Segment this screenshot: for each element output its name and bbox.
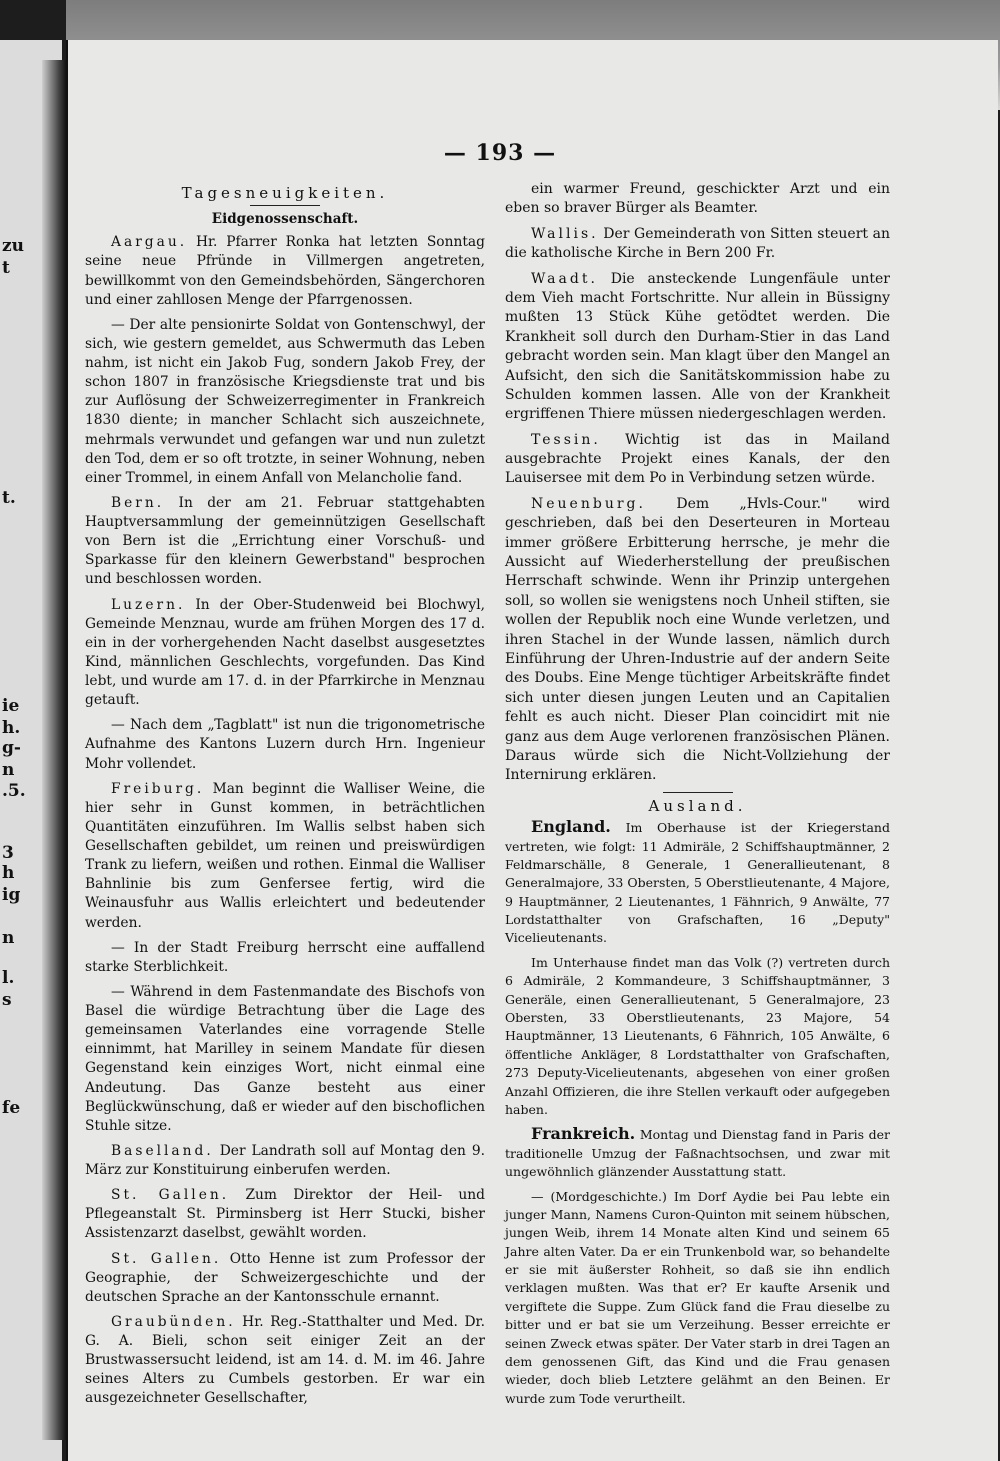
left-column <box>85 180 485 1415</box>
article-text: ein warmer Freund, geschickter Arzt und ein eben so braver Bürger als Beamter. <box>505 181 890 217</box>
edge-char: t <box>2 258 10 278</box>
article-text: Der Landrath soll auf Montag den 9. März zur Konstituirung einberufen werden. <box>85 1142 485 1178</box>
edge-char: t. <box>2 488 16 508</box>
article-paragraph <box>85 1250 485 1307</box>
article-paragraph <box>505 180 890 219</box>
article-text: Montag und Dienstag fand in Paris der traditionelle Umzug der Faßnachtsochsen, und zwar mit ungewöhnlich glänzender Ausstattung statt. <box>505 1127 890 1180</box>
article-text: Hr. Pfarrer Ronka hat letzten Sonntag seine neue Pfründe in Villmergen angetreten, bewillkommt von den Gemeindsbehörden, Sängerchoren und einer zahllosen Menge der Pfarrgenossen. <box>85 234 485 308</box>
article-paragraph <box>85 494 485 590</box>
left-article-list <box>85 233 485 1408</box>
article-place: Bern. <box>111 494 165 511</box>
article-paragraph <box>505 431 890 489</box>
article-text: — Der alte pensionirte Soldat von Gontenschwyl, der sich, wie gestern gemeldet, aus Schwermuth das Leben nahm, ist nicht ein Jakob Fug, sondern Jakob Frey, der schon 1807 in französische Kriegsdienste trat und bis zur Auflösung der Schweizerregimenter in Frankreich 1830 diente; in mancher Schlacht sich auszeichnete, mehrmals verwundet und gefangen war und nun zuletzt den Tod, dem er so oft trotzte, in seiner Wohnung, neben einer Trommel, in einem Anfall von Melancholie fand. <box>85 316 485 486</box>
article-place: Wallis. <box>531 225 599 242</box>
edge-char: n <box>2 928 15 948</box>
article-place: Baselland. <box>111 1142 214 1159</box>
edge-char: h. <box>2 718 21 738</box>
article-text: Dem „Hvls-Cour." wird geschrieben, daß bei den Deserteuren in Morteau immer größere Erbitterung herrsche, je mehr die Aussicht auf Wiederherstellung der preußischen Herrschaft schwinde. Wenn ihr Prinzip untergehen soll, so wollen sie wenigstens noch Unheil stiften, sie wollen der Republik noch eine Wunde verletzen, und ihren Stachel in der Wunde lassen, nämlich durch Einführung der Uhren-Industrie auf der andern Seite des Doubs. Eine Menge tüchtiger Arbeitskräfte findet sich unter diesen jungen Leuten und an Capitalien fehlt es auch nicht. Dieser Plan coincidirt mit nie ganz aus dem Auge verlorenen französischen Plänen. Daraus würde sich die Nicht-Vollziehung der Internirung erklären. <box>505 495 891 784</box>
article-place: Aargau. <box>111 234 188 251</box>
article-place: Tessin. <box>531 431 601 448</box>
article-paragraph <box>505 1125 890 1181</box>
right-column <box>505 180 890 1414</box>
article-paragraph <box>505 270 890 425</box>
article-place: Neuenburg. <box>531 495 646 512</box>
divider <box>663 792 733 793</box>
article-text: — Während in dem Fastenmandate des Bischofs von Basel die würdige Betrachtung über die Lage des gemeinsamen Vaterlandes eine vorragende Stelle einnimmt, hat Marilley in seinem Mandate für diesen Gegenstand kein einziges Wort, nicht einmal eine Andeutung. Das Ganze besteht aus einer Beglückwünschung, daß er wieder auf den bischoflichen Stuhle sitze. <box>85 983 485 1134</box>
article-place: St. Gallen. <box>111 1250 222 1267</box>
edge-char: fe <box>2 1098 21 1118</box>
article-paragraph <box>505 495 890 786</box>
article-text: Otto Henne ist zum Professor der Geographie, der Schweizergeschichte und der deutschen Sprache an der Kantonsschule ernannt. <box>85 1250 486 1305</box>
edge-char: .5. <box>2 781 26 801</box>
right-article-list <box>505 180 890 786</box>
article-place: Frankreich. <box>531 1124 636 1144</box>
article-paragraph <box>85 716 485 773</box>
article-paragraph <box>85 596 485 711</box>
foreign-title: Ausland. <box>648 796 747 815</box>
article-paragraph <box>85 939 485 977</box>
article-paragraph <box>85 1313 485 1409</box>
edge-char: s <box>2 990 12 1010</box>
article-paragraph <box>85 233 485 310</box>
page-number: — 193 — <box>443 140 557 166</box>
article-paragraph <box>85 1142 485 1180</box>
article-place: Luzern. <box>111 596 186 613</box>
divider <box>250 205 320 206</box>
article-place: St. Gallen. <box>111 1187 230 1204</box>
article-paragraph <box>505 954 890 1120</box>
article-text: Im Oberhause ist der Kriegerstand vertreten, wie folgt: 11 Admiräle, 2 Schiffshauptmänner, 2 Feldmarschälle, 8 Generale, 1 Generallieutenant, 8 Generalmajore, 33 Obersten, 5 Oberstlieutenante, 4 Majore, 9 Hauptmänner, 2 Lieutenantes, 1 Fähnrich, 9 Anwälte, 77 Lordstatthalter von Grafschaften, 16 „Deputy" Vicelieutenants. <box>505 820 890 946</box>
article-paragraph <box>505 818 890 948</box>
article-place: England. <box>531 817 611 837</box>
article-text: Die ansteckende Lungenfäule unter dem Vieh macht Fortschritte. Nur allein in Büssigny mußten 13 Stück Kühe getödtet werden. Die Krankheit soll durch den Durham-Stier in das Land gebracht worden sein. Man klagt über den Mangel an Aufsicht, den sich die Sanitätskommission habe zu Schulden kommen lassen. Alle von der Krankheit ergriffenen Thiere müssen niedergeschlagen werden. <box>505 270 890 423</box>
article-text: Zum Direktor der Heil- und Pflegeanstalt St. Pirminsberg ist Herr Stucki, bisher Assistenzarzt daselbst, gewählt worden. <box>85 1187 486 1242</box>
article-text: In der am 21. Februar stattgehabten Hauptversammlung der gemeinnützigen Gesellschaft von Bern ist die „Errichtung einer Vorschuß- und Sparkasse für den kleinern Gewerbstand" besprochen und beschlossen worden. <box>85 494 485 588</box>
article-text: Im Unterhause findet man das Volk (?) vertreten durch 6 Admiräle, 2 Kommandeure, 3 Schiffshauptmänner, 3 Generäle, einen Generallieutenant, 5 Generalmajore, 23 Obersten, 33 Oberstlieutenants, 23 Majore, 54 Hauptmänner, 13 Lieutenants, 6 Fähnrich, 105 Anwälte, 6 öffentliche Ankläger, 8 Lordstatthalter von Grafschaften, 273 Deputy-Vicelieutenants, abgesehen von einer großen Anzahl Offizieren, die ihre Stellen verkauft oder aufgegeben haben. <box>505 954 890 1117</box>
edge-char: n <box>2 760 15 780</box>
edge-char: 3 <box>2 843 14 863</box>
foreign-article-list <box>505 818 890 1408</box>
article-text: Hr. Reg.-Statthalter und Med. Dr. G. A. Bieli, schon seit einiger Zeit an der Brustwassersucht leidend, ist am 14. d. M. im 46. Jahre seines Alters zu Cumbels gestorben. Er war ein ausgezeichneter Gesellschafter, <box>85 1313 486 1407</box>
book-gutter <box>42 60 66 1440</box>
article-text: Wichtig ist das in Mailand ausgebrachte Projekt eines Kanals, der den Lauisersee mit dem Po in Verbindung setzen würde. <box>505 431 890 487</box>
article-paragraph <box>85 1186 485 1243</box>
article-text: — Nach dem „Tagblatt" ist nun die trigonometrische Aufnahme des Kantons Luzern durch Hrn. Ingenieur Mohr vollendet. <box>85 717 485 772</box>
article-paragraph <box>85 983 485 1136</box>
article-text: — In der Stadt Freiburg herrscht eine auffallend starke Sterblichkeit. <box>85 939 485 975</box>
edge-char: h <box>2 863 15 883</box>
edge-char: g- <box>2 738 21 758</box>
article-place: Graubünden. <box>111 1313 236 1330</box>
section-subtitle: Eidgenossenschaft. <box>211 211 359 228</box>
edge-char: zu <box>2 236 25 256</box>
article-paragraph <box>505 1188 890 1409</box>
article-place: Freiburg. <box>111 780 205 797</box>
article-text: — (Mordgeschichte.) Im Dorf Aydie bei Pau lebte ein junger Mann, Namens Curon-Quinton mit seinem hübschen, jungen Weib, ihrem 14 Monate alten Kind und seinem 65 Jahre alten Vater. Da er ein Trunkenbold war, so behandelte er sie mit äußerster Rohheit, so daß sie ihn endlich verklagen mußten. Was that er? Er kaufte Arsenik und vergiftete die Suppe. Zum Glück fand die Frau dieselbe zu bitter und er bat sie um Verzeihung. Besser erreichte er seinen Zweck etwas später. Der Vater starb in drei Tagen an dem genossenen Gift, das Kind und die Frau genasen wieder, doch blieb Letztere gelähmt an den Beinen. Er wurde zum Tode verurtheilt. <box>505 1188 890 1406</box>
edge-char: ig <box>2 885 21 905</box>
edge-char: l. <box>2 968 15 988</box>
article-paragraph <box>85 316 485 488</box>
article-text: Man beginnt die Walliser Weine, die hier sehr in Gunst kommen, in beträchtlichen Quantitäten einzuführen. Im Wallis selbst haben sich Gesellschaften gebildet, um reinen und preiswürdigen Trank zu liefern, weißen und rothen. Einmal die Walliser Bahnlinie bis zum Genfersee fertig, wird die Weinausfuhr aus Wallis erleichtert und bedeutender werden. <box>85 780 485 931</box>
article-place: Waadt. <box>531 270 598 287</box>
article-text: Der Gemeinderath von Sitten steuert an die katholische Kirche in Bern 200 Fr. <box>505 225 890 262</box>
article-text: In der Ober-Studenweid bei Blochwyl, Gemeinde Menznau, wurde am frühen Morgen des 17 d. ein in der vorhergehenden Nacht daselbst ausgesetztes Kind, männlichen Geschlechts, vorgefunden. Das Kind lebt, und wurde am 17. d. in der Pfarrkirche in Menznau getauft. <box>85 596 485 709</box>
article-paragraph <box>85 780 485 933</box>
news-title: Tagesneuigkeiten. <box>181 184 389 202</box>
edge-char: ie <box>2 696 20 716</box>
article-paragraph <box>505 225 890 264</box>
